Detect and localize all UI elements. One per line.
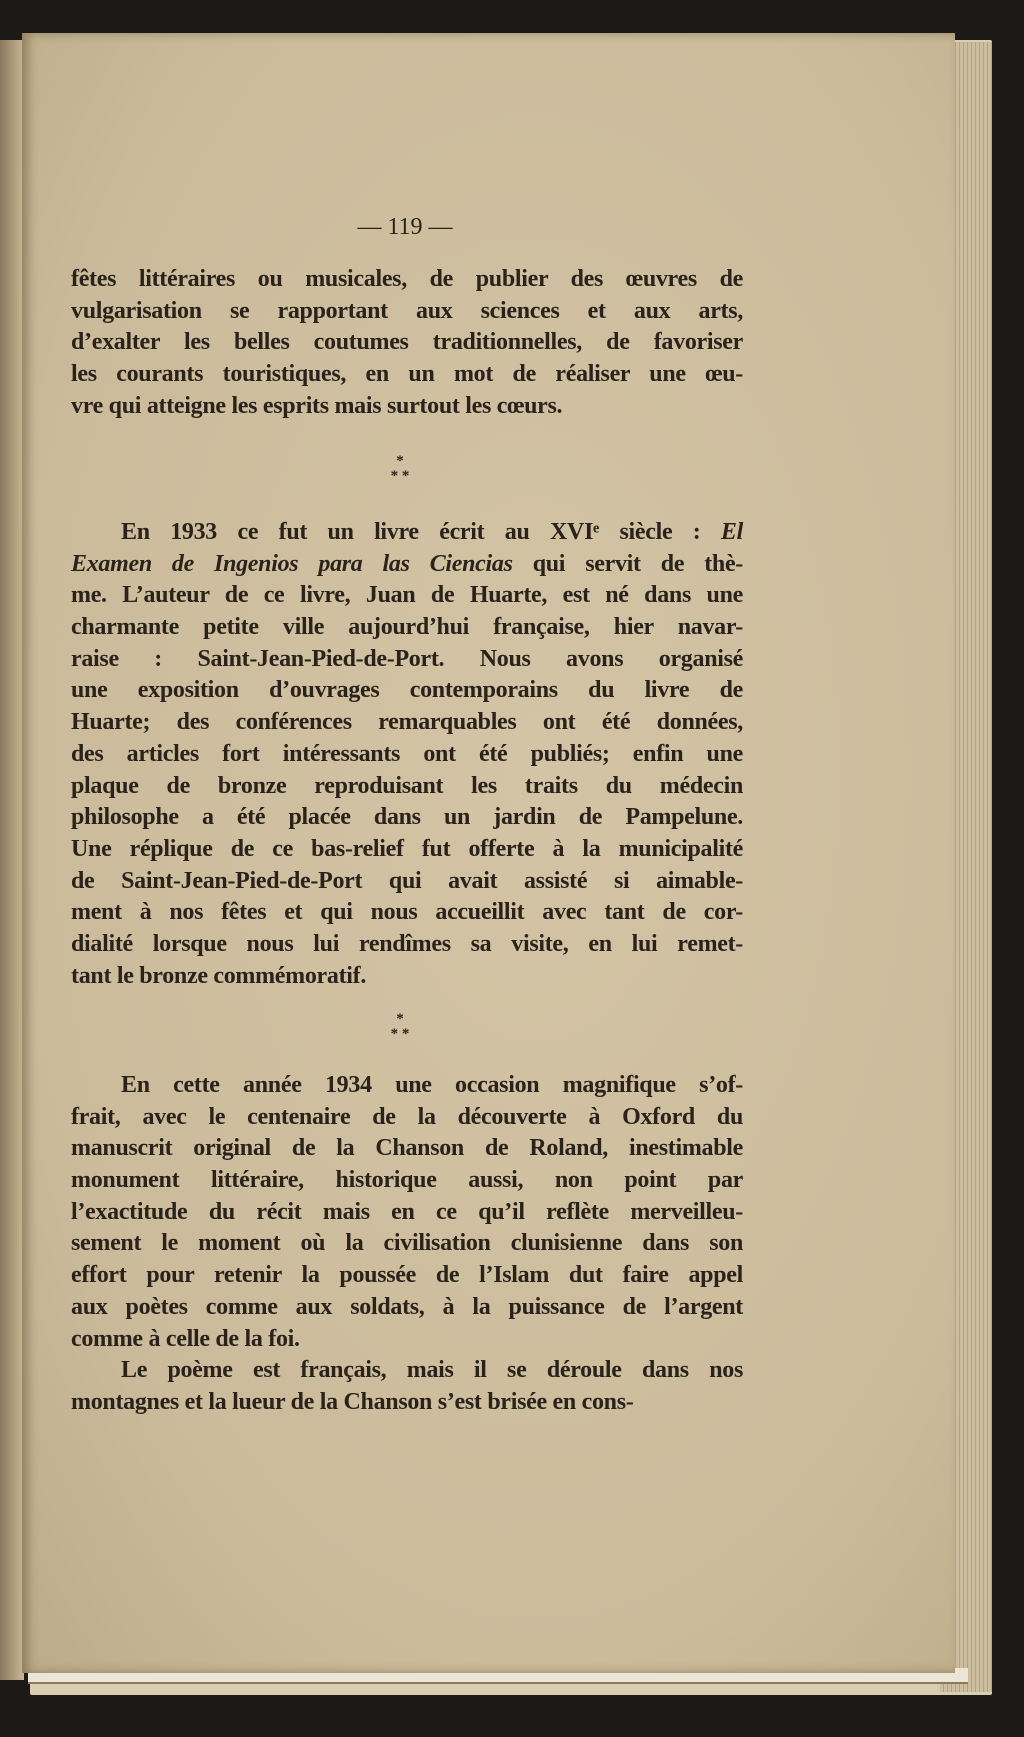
text-line	[71, 929, 743, 961]
text-line	[71, 359, 743, 391]
text-line	[71, 644, 743, 676]
text-line	[71, 802, 743, 834]
text-line	[71, 1292, 743, 1324]
text-line	[71, 771, 743, 803]
text-segment: de Saint-Jean-Pied-de-Port qui avait assisté si aimable-	[71, 867, 743, 894]
text-line	[71, 1197, 743, 1229]
italic-title-segment: Examen de Ingenios para las Ciencias	[71, 550, 513, 577]
text-line	[71, 707, 743, 739]
text-line	[71, 1355, 743, 1387]
text-segment: effort pour retenir la poussée de l’Islam dut faire appel	[71, 1262, 743, 1289]
text-line	[71, 327, 743, 359]
text-segment: qui servit de thè-	[512, 550, 743, 577]
asterism-separator-1	[380, 454, 420, 484]
text-line	[71, 264, 743, 296]
text-line	[71, 739, 743, 771]
left-facing-page-edge	[0, 40, 24, 1680]
text-segment: comme à celle de la foi.	[71, 1325, 300, 1352]
asterism-separator-2	[380, 1012, 420, 1042]
text-line	[71, 866, 743, 898]
text-line	[71, 1070, 743, 1102]
text-line	[71, 1228, 743, 1260]
text-segment: manuscrit original de la Chanson de Roland, inestimable	[71, 1135, 743, 1162]
text-segment: une exposition d’ouvrages contemporains du livre de	[71, 677, 743, 704]
paragraph-2	[71, 517, 743, 992]
text-segment: Huarte; des conférences remarquables ont été données,	[71, 709, 743, 736]
text-segment: philosophe a été placée dans un jardin de Pampelune.	[71, 804, 743, 831]
text-segment: aux poètes comme aux soldats, à la puissance de l’argent	[71, 1293, 743, 1320]
text-segment: En 1933 ce fut un livre écrit au XVIᵉ siècle :	[121, 519, 721, 545]
page-number: — 119 —	[357, 214, 453, 240]
text-segment: montagnes et la lueur de la Chanson s’est brisée en cons-	[71, 1388, 634, 1415]
text-line	[71, 1324, 743, 1356]
text-segment: plaque de bronze reproduisant les traits du médecin	[71, 772, 743, 799]
text-segment: Le poème est français, mais il se déroule dans nos	[121, 1357, 743, 1384]
text-line	[71, 296, 743, 328]
asterism-top: *	[396, 1011, 404, 1027]
text-line	[71, 580, 743, 612]
paragraph-3	[71, 1070, 743, 1419]
text-line	[71, 1133, 743, 1165]
text-line	[71, 897, 743, 929]
text-segment: frait, avec le centenaire de la découverte à Oxford du	[71, 1103, 743, 1130]
text-line	[71, 1102, 743, 1134]
text-line	[71, 1165, 743, 1197]
text-line	[71, 834, 743, 866]
text-segment: des articles fort intéressants ont été publiés; enfin une	[71, 740, 743, 767]
text-segment: vre qui atteigne les esprits mais surtout les cœurs.	[71, 392, 563, 419]
text-segment: les courants touristiques, en un mot de réaliser une œu-	[71, 361, 743, 388]
paragraph-1	[71, 264, 743, 422]
text-line	[71, 391, 743, 423]
asterism-bottom: * *	[390, 468, 410, 484]
text-line	[71, 549, 743, 581]
text-line	[71, 1387, 743, 1419]
asterism-top: *	[396, 453, 404, 469]
text-segment: fêtes littéraires ou musicales, de publier des œuvres de	[71, 266, 743, 292]
text-segment: ment à nos fêtes et qui nous accueillit avec tant de cor-	[71, 899, 743, 926]
italic-title-segment: El	[720, 519, 743, 545]
text-segment: Une réplique de ce bas-relief fut offerte à la municipalité	[71, 835, 743, 862]
text-segment: monument littéraire, historique aussi, non point par	[71, 1167, 743, 1194]
text-segment: vulgarisation se rapportant aux sciences et aux arts,	[71, 297, 743, 324]
asterism-bottom: * *	[390, 1026, 410, 1042]
text-segment: dialité lorsque nous lui rendîmes sa visite, en lui remet-	[71, 930, 743, 957]
text-segment: En cette année 1934 une occasion magnifique s’of-	[121, 1072, 743, 1098]
text-segment: me. L’auteur de ce livre, Juan de Huarte, est né dans une	[71, 582, 743, 609]
text-segment: charmante petite ville aujourd’hui française, hier navar-	[71, 614, 743, 641]
text-line	[71, 1260, 743, 1292]
text-segment: sement le moment où la civilisation clunisienne dans son	[71, 1230, 743, 1257]
text-line	[71, 517, 743, 549]
text-segment: d’exalter les belles coutumes traditionnelles, de favoriser	[71, 329, 743, 356]
text-line	[71, 675, 743, 707]
text-line	[71, 961, 743, 993]
text-line	[71, 612, 743, 644]
text-segment: raise : Saint-Jean-Pied-de-Port. Nous avons organisé	[71, 645, 743, 672]
text-segment: tant le bronze commémoratif.	[71, 962, 367, 989]
text-segment: l’exactitude du récit mais en ce qu’il reflète merveilleu-	[71, 1198, 743, 1225]
